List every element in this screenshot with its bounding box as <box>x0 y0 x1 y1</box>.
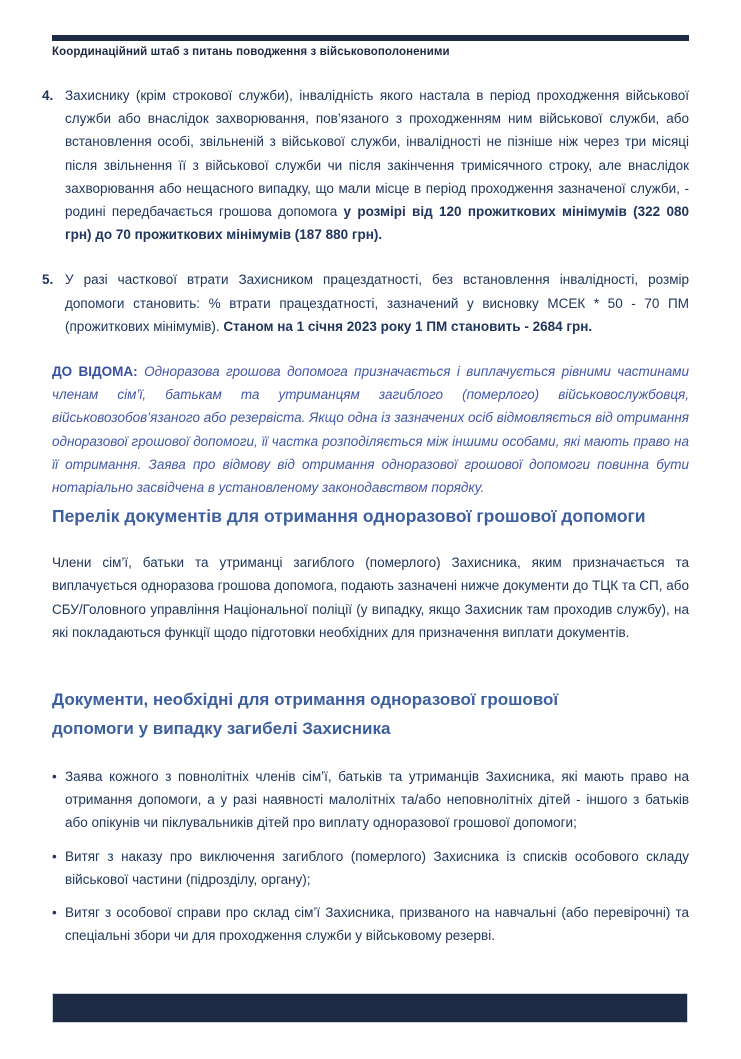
document-page <box>0 35 741 1059</box>
numbered-paragraph-4 <box>42 84 689 246</box>
list-item <box>52 765 689 835</box>
bullet-icon: • <box>52 769 57 785</box>
notice-text: Одноразова грошова допомога призначається і виплачується рівними частинами членам сім’ї, батькам та утриманцям загиблого (померлого) військовослужбовця, військовозобов’язаного або резервіста. Якщо одна із зазначених осіб відмовляється від отримання одноразової грошової допомоги, її частка розподіляється між іншими особами, які мають право на її отримання. Заява про відмову від отримання одноразової грошової допомоги повинна бути нотаріально засвідчена в установленому законодавством порядку. <box>52 364 689 496</box>
bullet-icon: • <box>52 905 57 921</box>
paragraph-text-normal: Захиснику (крім строкової служби), інвалідність якого настала в період проходження військової служби або внаслідок захворювання, пов’язаного з проходженням ним військової служби, або встановлення особі, звільненій з військової служби, інвалідності не пізніше ніж через три місяці після звільнення її з військової служби чи після закінчення тримісячного строку, але внаслідок захворювання або нещасного випадку, що мали місце в період проходження зазначеної служби, - родині передбачається грошова допомога <box>65 88 689 220</box>
list-item-text: Витяг з особової справи про склад сім’ї Захисника, призваного на навчальні (або перевірочні) та спеціальні збори чи для проходження служби у військовому резерві. <box>65 905 689 944</box>
footer-bar <box>52 993 688 1023</box>
notice-label: ДО ВІДОМА: <box>52 364 138 380</box>
notice-paragraph <box>52 360 689 499</box>
header-rule <box>52 35 689 41</box>
paragraph-number: 4. <box>42 88 54 103</box>
document-header-title: Координаційний штаб з питань поводження з військовополоненими <box>52 46 450 58</box>
bullet-list <box>52 765 689 947</box>
paragraph-number: 5. <box>42 272 54 288</box>
list-item-text: Заява кожного з повнолітніх членів сім’ї, батьків та утриманців Захисника, які мають право на отримання допомоги, а у разі наявності малолітніх та/або неповнолітніх дітей - іншого з батьків або опікунів чи піклувальників дітей про виплату одноразової грошової допомоги; <box>65 769 689 831</box>
list-item <box>52 901 689 947</box>
section-heading-documents-list: Перелік документів для отримання одноразової грошової допомоги <box>52 506 646 527</box>
paragraph-text-bold: Станом на 1 січня 2023 року 1 ПМ становить - 2684 грн. <box>223 318 593 334</box>
section-heading-documents-death-case: Документи, необхідні для отримання одноразової грошової допомоги у випадку загибелі Захисника <box>52 690 559 738</box>
paragraph-text-normal: У разі часткової втрати Захисником працездатності, без встановлення інвалідності, розмір допомоги становить: % втрати працездатності, зазначений у висновку МСЕК * 50 - 70 ПМ (прожиткових мінімумів). <box>65 272 689 334</box>
bullet-icon: • <box>52 848 57 864</box>
list-item-text: Витяг з наказу про виключення загиблого (померлого) Захисника із списків особового складу військової частини (підрозділу, органу); <box>65 848 689 887</box>
list-item <box>52 845 689 891</box>
paragraph-text <box>65 268 689 338</box>
paragraph-text-bold: у розмірі від 120 прожиткових мінімумів (322 080 грн) до 70 прожиткових мінімумів (187 880 грн). <box>65 204 689 243</box>
intro-paragraph: Члени сім’ї, батьки та утриманці загиблого (померлого) Захисника, яким призначається та виплачується одноразова грошова допомога, подають зазначені нижче документи до ТЦК та СП, або СБУ/Головного управління Національної поліції (у випадку, якщо Захисник там проходив службу), на які покладаються функції щодо підготовки необхідних для призначення виплати документів. <box>52 555 689 640</box>
paragraph-text <box>65 84 689 246</box>
numbered-paragraph-5 <box>42 268 689 338</box>
